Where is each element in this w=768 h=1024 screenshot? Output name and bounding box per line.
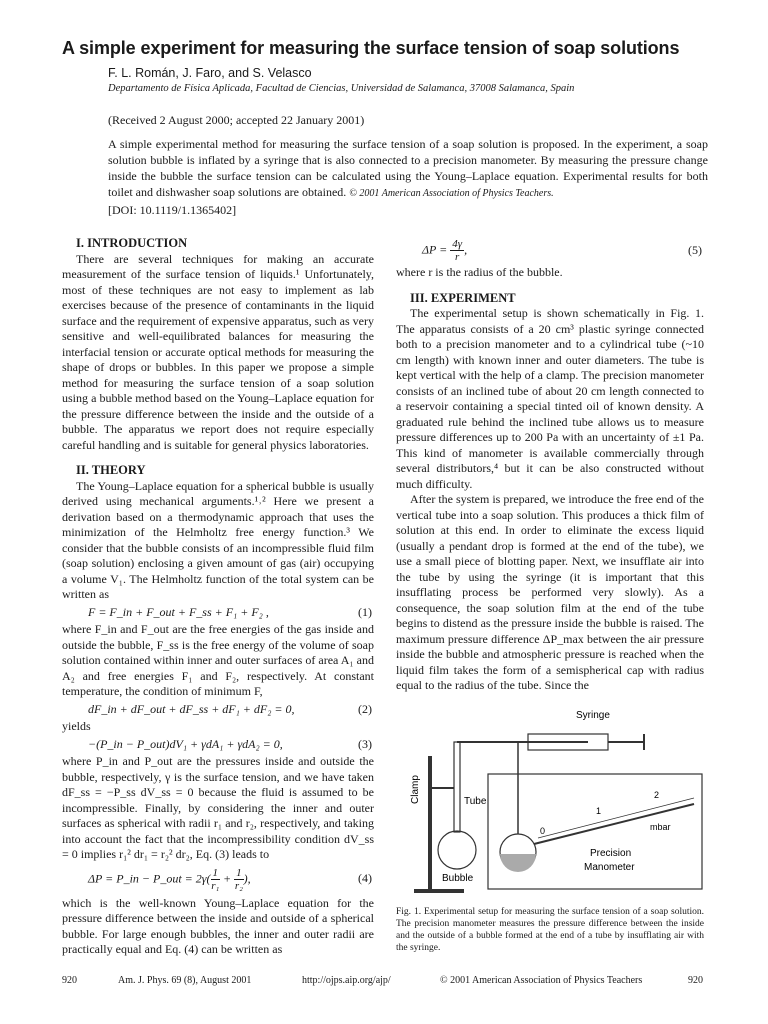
author-list: F. L. Román, J. Faro, and S. Velasco — [108, 66, 312, 80]
equation-5-number: (5) — [688, 242, 702, 257]
fraction-4gamma-r: $\frac{4\gamma}{r}$ — [452, 238, 463, 263]
equation-4 — [62, 867, 374, 892]
label-clamp: Clamp — [410, 775, 421, 804]
theory-paragraph-2: where F_in and F_out are the free energies of the gas inside and outside the bubble, F_ss is the free energy of the volume of soap solution contained within inner and outer surfaces of area A₁ and A₂ and free energies F₁ and F₂, respectively. At constant temperature, the condition of minimum F, — [62, 622, 374, 698]
equation-4-number: (4) — [358, 871, 372, 886]
label-tube: Tube — [464, 796, 487, 807]
section-heading-theory: II. THEORY — [76, 463, 146, 477]
affiliation: Departamento de Física Aplicada, Facultad de Ciencias, Universidad de Salamanca, 37008 Salamanca, Spain — [108, 83, 575, 94]
equation-1-number: (1) — [358, 604, 372, 619]
doi-link[interactable]: [DOI: 10.1119/1.1365402] — [108, 203, 237, 217]
clamp-stand — [428, 756, 432, 891]
vertical-tube — [454, 742, 460, 832]
fraction-1-r2: $\frac{1}{\text{r₂}}$ — [234, 866, 243, 892]
equation-5 — [396, 238, 704, 263]
footer-url[interactable]: http://ojps.aip.org/ajp/ — [302, 975, 391, 986]
received-dates: (Received 2 August 2000; accepted 22 January 2001) — [108, 113, 365, 127]
section-heading-experiment: III. EXPERIMENT — [410, 290, 516, 305]
scale-mark-1: 1 — [596, 806, 602, 816]
label-manometer: Manometer — [584, 862, 635, 873]
abstract-text: A simple experimental method for measuring the surface tension of a soap solution is proposed. In the experiment, a soap solution bubble is inflated by a syringe that is also connected to a precision manometer. By measuring the pressure change inside the bubble the surface tension can be calculated using the Young–Laplace equation. Experimental results for both toilet and dishwasher soap solutions are obtained. — [108, 137, 708, 199]
equation-3 — [62, 737, 374, 753]
label-syringe: Syringe — [576, 710, 610, 721]
experiment-paragraph-1: The experimental setup is shown schematically in Fig. 1. The apparatus consists of a 20 cm³ plastic syringe connected both to a precision manometer and to a cylindrical tube (~10 cm length) with known inner and outer diameters. The tube is kept vertical with the help of a clamp. The precision manometer consists of an inclined tube of about 20 cm length connected to a reservoir containing a special tinted oil of known density. A graduated rule behind the inclined tube allows us to measure pressure differences up to 200 Pa with an uncertainty of ±1 Pa. This kind of manometer is available commercially through several distributors,⁴ but it can be also constructed without much difficulty. — [396, 306, 704, 491]
experiment-paragraph-2: After the system is prepared, we introduce the free end of the vertical tube into a soap solution. This produces a thick film of solution at this end. In order to eliminate the excess liquid (usually a pendant drop is formed at the end of the tube), we use a small piece of blotting paper. Next, we insufflate air into the tube by using the syringe (it is important that this insufflating process be performed very slowly). As a consequence, the soap solution film at the end of the tube begins to distend as the pressure inside the bubble is raised. The maximum pressure difference ΔP_max between the air pressure inside the bubble and atmospheric pressure is reached when the liquid film takes the form of a semispherical cap with radius equal to the radius of the tube. Since the — [396, 492, 704, 692]
label-precision: Precision — [590, 848, 632, 859]
scale-mark-2: 2 — [654, 790, 660, 800]
abstract-copyright: © 2001 American Association of Physics Teachers. — [349, 188, 554, 199]
intro-paragraph: There are several techniques for making an accurate measurement of the surface tension of liquids.¹ Unfortunately, most of these techniques are not easy to implement as lab exercises because of the presence of contaminants in the liquid surface and the requirement of expensive apparatus, such as very sensitive and well-equilibrated balances for measuring the interfacial tension or accurate optical methods for measuring the shape of drops or bubbles. In this paper we propose a simple method for measuring the surface tension of a soap solution using a bubble method based on the Young–Laplace equation for the pressure difference between the inside and the outside of a bubble. The apparatus we report does not require especially careful handling and is suitable for general physics laboratories. — [62, 251, 374, 452]
fraction-numerator: 1 — [236, 866, 242, 879]
theory-paragraph-4: which is the well-known Young–Laplace equation for the pressure difference between the inside and outside of a spherical bubble. For large enough bubbles, the inner and outer radii are practically equal and Eq. (4) can be written as — [62, 895, 374, 956]
equation-2-number: (2) — [358, 701, 372, 716]
right-column — [396, 236, 704, 694]
theory-paragraph-1: The Young–Laplace equation for a spherical bubble is usually derived using mechanical arguments.¹˒² Here we present a derivation based on a thermodynamic approach that uses the minimization of the Helmholtz free energy function.³ We consider that the bubble consists of an incompressible fluid film (soap solution) enclosing a given amount of gas (air) occupying a volume V₁. The Helmholtz function of the total system can be written as — [62, 478, 374, 601]
equation-5-body: ΔP = $\frac{4\gamma}{r}$ , — [422, 238, 468, 263]
equation-5-left: ΔP = — [422, 242, 448, 257]
equation-4-body: ΔP = P_in − P_out = 2γ( $\frac{1}{\text{r₁}}$ + $\frac{1}{\text{r₂}}$ ), — [88, 866, 251, 892]
left-column — [62, 236, 374, 958]
figure-1-caption: Fig. 1. Experimental setup for measuring the surface tension of a soap solution. The precision manometer measures the pressure difference between the inside and the outside of a bubble formed at the end of a tube by insufflating air with the syringe. — [396, 907, 704, 953]
label-unit: mbar — [650, 822, 671, 832]
footer-page-right: 920 — [688, 975, 703, 986]
equation-2-body: dF_in + dF_out + dF_ss + dF₁ + dF₂ = 0, — [88, 701, 295, 716]
abstract — [108, 136, 708, 218]
equation-4-left: ΔP = P_in − P_out = 2γ — [88, 870, 207, 885]
footer-journal: Am. J. Phys. 69 (8), August 2001 — [118, 975, 252, 986]
theory-paragraph-3: where P_in and P_out are the pressures inside and outside the bubble, respectively, γ is the surface tension, and we have taken dF_ss = −P_ss dV_ss = 0 because the fluid is assumed to be incompressible. Finally, by considering the inner and outer surfaces as spherical with radii r₁ and r₂, respectively, and taking into account the fact that the incompressibility condition dV_ss = 0 implies r₁² dr₁ = r₂² dr₂, Eq. (3) leads to — [62, 754, 374, 861]
stand-base — [414, 889, 464, 893]
tinted-oil — [500, 854, 536, 872]
paper-title: A simple experiment for measuring the surface tension of soap solutions — [62, 38, 680, 58]
yields-text: yields — [62, 719, 91, 733]
equation-1 — [62, 605, 374, 621]
equation-3-number: (3) — [358, 736, 372, 751]
label-bubble: Bubble — [442, 873, 474, 884]
footer-page-left: 920 — [62, 975, 77, 986]
equation-5-explanation: where r is the radius of the bubble. — [396, 265, 563, 279]
graduated-rule — [538, 798, 694, 838]
section-heading-introduction: I. INTRODUCTION — [76, 236, 188, 250]
scale-mark-0: 0 — [540, 826, 546, 836]
fraction-1-r1: $\frac{1}{\text{r₁}}$ — [211, 866, 220, 892]
footer-copyright: © 2001 American Association of Physics Teachers — [440, 975, 643, 986]
equation-1-body: F = F_in + F_out + F_ss + F₁ + F₂ , — [88, 604, 269, 619]
equation-2 — [62, 702, 374, 718]
figure-1-setup-diagram — [398, 704, 710, 894]
soap-bubble — [438, 831, 476, 869]
equation-3-body: −(P_in − P_out)dV₁ + γdA₁ + γdA₂ = 0, — [88, 736, 283, 751]
